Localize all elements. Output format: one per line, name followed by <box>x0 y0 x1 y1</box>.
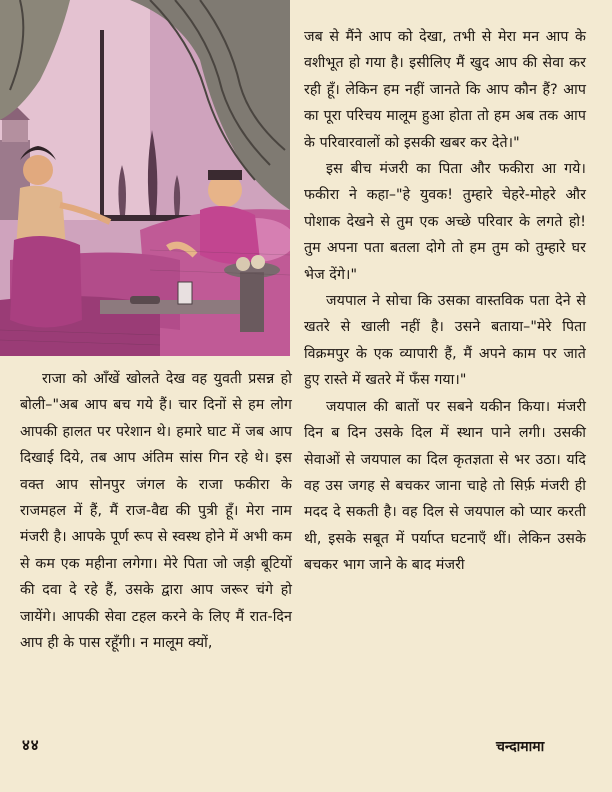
left-text-column <box>20 366 292 656</box>
page-number: ४४ <box>22 736 40 754</box>
paragraph-right-1: जब से मैंने आप को देखा, तभी से मेरा मन आप के वशीभूत हो गया है। इसीलिए मैं खुद आप की सेवा कर रही हूँ। लेकिन हम नहीं जानते कि आप कौन हैं? आप का पूरा परिचय मालूम हुआ होता तो हम अब तक आप के परिवारवालों को इसकी खबर कर देते।" <box>304 29 586 151</box>
magazine-name: चन्दामामा <box>496 739 545 755</box>
right-text-column <box>304 24 586 579</box>
illustration-icon <box>0 0 290 356</box>
paragraph-left-1: राजा को आँखें खोलते देख वह युवती प्रसन्न हो बोली–"अब आप बच गये हैं। चार दिनों से हम लोग आपकी हालत पर परेशान थे। हमारे घाट में जब आप दिखाई दिये, तब आप अंतिम सांस गिन रहे थे। इस वक्त आप सोनपुर जंगल के राजा फकीरा के राजमहल में हैं, मैं राज-वैद्य की पुत्री हूँ। मेरा नाम मंजरी है। आपके पूर्ण रूप से स्वस्थ होने में अभी कम से कम एक महीना लगेगा। मेरे पिता जो जड़ी बूटियों की दवा दे रहे हैं, उसके द्वारा आप जरूर चंगे हो जायेंगे। आपकी सेवा टहल करने के लिए मैं रात-दिन आप ही के पास रहूँगी। न मालूम क्यों, <box>20 371 292 652</box>
paragraph-right-2: इस बीच मंजरी का पिता और फकीरा आ गये। फकीरा ने कहा–"हे युवक! तुम्हारे चेहरे-मोहरे और पोशाक देखने से तुम एक अच्छे परिवार के लगते हो! तुम अपना पता बतला दोगे तो हम तुम को तुम्हारे घर भेज देंगे।" <box>304 161 586 283</box>
paragraph-right-4: जयपाल की बातों पर सबने यकीन किया। मंजरी दिन ब दिन उसके दिल में स्थान पाने लगी। उसकी सेवाओं से जयपाल का दिल कृतज्ञता से भर उठा। यदि वह उस जगह से बचकर जाना चाहे तो सिर्फ़ मंजरी ही मदद दे सकती है। वह दिल से जयपाल को प्यार करती थी, इसके सबूत में पर्याप्त घटनाएँ थीं। लेकिन उसके बचकर भाग जाने के बाद मंजरी <box>304 398 586 574</box>
paragraph-right-3: जयपाल ने सोचा कि उसका वास्तविक पता देने से खतरे से खाली नहीं है। उसने बताया–"मेरे पिता विक्रमपुर के एक व्यापारी हैं, मैं अपने काम पर जाते हुए रास्ते में खतरे में फँस गया।" <box>304 293 586 389</box>
story-illustration <box>0 0 290 356</box>
